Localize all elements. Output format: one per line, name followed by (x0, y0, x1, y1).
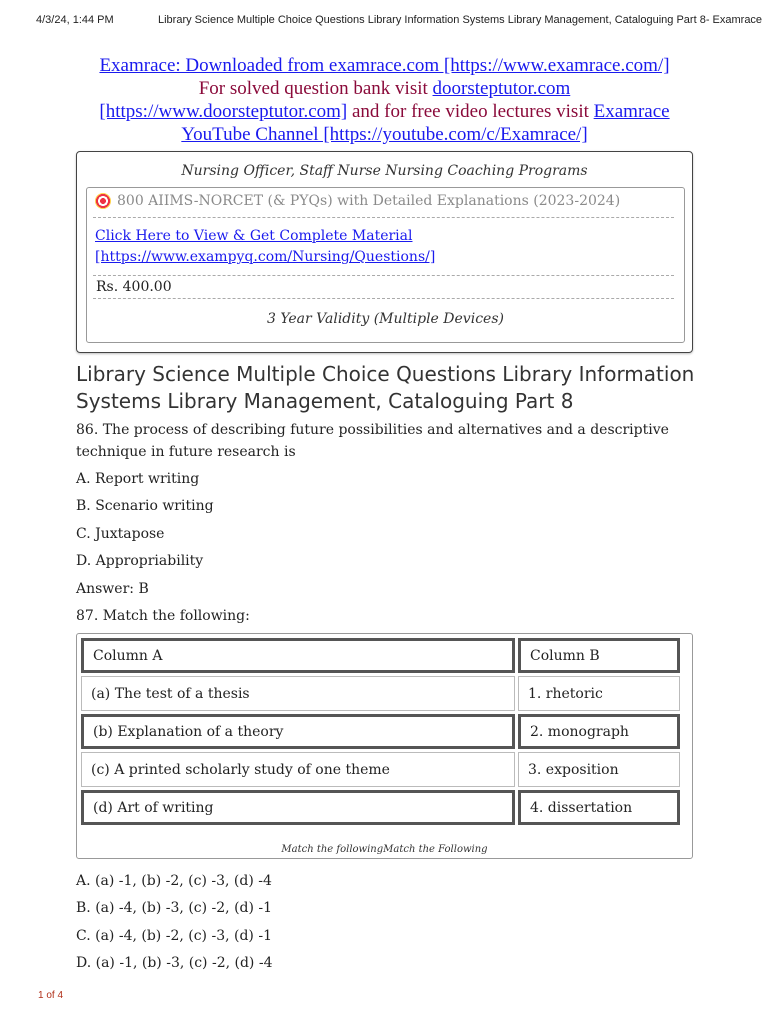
doorsteptutor-url-link[interactable]: [https://www.doorsteptutor.com] (99, 101, 348, 122)
solved-bank-text: For solved question bank visit (198, 78, 433, 99)
q86-option-b: B. Scenario writing (76, 498, 214, 514)
table-cell: 1. rhetoric (518, 676, 680, 711)
view-material-link[interactable] (95, 226, 435, 268)
video-lectures-text: and for free video lectures visit (347, 101, 594, 122)
table-caption: Match the followingMatch the Following (281, 844, 488, 855)
product-card (86, 187, 685, 343)
examrace-download-link[interactable]: Examrace: Downloaded from examrace.com [https://www.examrace.com/] (99, 55, 670, 76)
table-cell: Column A (81, 638, 515, 673)
table-cell: 3. exposition (518, 752, 680, 787)
match-grid (78, 635, 683, 828)
q86-answer: Answer: B (76, 581, 149, 597)
product-validity: 3 Year Validity (Multiple Devices) (267, 311, 504, 327)
view-material-link-url[interactable]: [https://www.exampyq.com/Nursing/Questions/] (95, 249, 436, 265)
table-cell: (c) A printed scholarly study of one theme (81, 752, 515, 787)
examrace-banner (76, 54, 693, 146)
table-cell: 4. dissertation (518, 790, 680, 825)
q87-option-d: D. (a) -1, (b) -3, (c) -2, (d) -4 (76, 955, 273, 971)
print-page-title: Library Science Multiple Choice Questions Library Information Systems Library Management, Cataloguing Part 8- Examrace (158, 14, 763, 26)
divider (93, 275, 674, 276)
q87-option-a: A. (a) -1, (b) -2, (c) -3, (d) -4 (76, 873, 272, 889)
q87-option-b: B. (a) -4, (b) -3, (c) -2, (d) -1 (76, 900, 273, 916)
doorsteptutor-link[interactable]: doorsteptutor.com (432, 78, 571, 99)
coaching-promo-box (76, 151, 693, 353)
product-title-row (95, 193, 620, 209)
youtube-channel-link[interactable]: YouTube Channel [https://youtube.com/c/Examrace/] (181, 124, 588, 145)
table-row (81, 714, 680, 749)
table-header-row (81, 638, 680, 673)
q86-option-d: D. Appropriability (76, 553, 204, 569)
print-header (36, 14, 763, 32)
page-title: Library Science Multiple Choice Questions Library Information Systems Library Management, Cataloguing Part 8 (76, 362, 695, 413)
table-cell: 2. monograph (518, 714, 680, 749)
divider (93, 217, 674, 218)
table-cell: (a) The test of a thesis (81, 676, 515, 711)
table-row (81, 752, 680, 787)
table-cell: Column B (518, 638, 680, 673)
question-87: 87. Match the following: (76, 608, 250, 624)
question-86: 86. The process of describing future possibilities and alternatives and a descriptive technique in future research is (76, 422, 669, 460)
view-material-link-text[interactable]: Click Here to View & Get Complete Material (95, 228, 413, 244)
q86-option-c: C. Juxtapose (76, 526, 165, 542)
q86-option-a: A. Report writing (76, 471, 200, 487)
table-row (81, 790, 680, 825)
q87-option-c: C. (a) -4, (b) -2, (c) -3, (d) -1 (76, 928, 272, 944)
promo-heading: Nursing Officer, Staff Nurse Nursing Coaching Programs (181, 163, 588, 179)
examrace-link[interactable]: Examrace (593, 101, 670, 122)
table-cell: (b) Explanation of a theory (81, 714, 515, 749)
product-title: 800 AIIMS-NORCET (& PYQs) with Detailed Explanations (2023-2024) (117, 193, 621, 209)
page-counter: 1 of 4 (38, 990, 64, 1001)
table-cell: (d) Art of writing (81, 790, 515, 825)
table-row (81, 676, 680, 711)
target-icon (95, 193, 111, 209)
divider (93, 298, 674, 299)
match-table (76, 633, 693, 859)
print-datetime: 4/3/24, 1:44 PM (36, 14, 114, 26)
product-price: Rs. 400.00 (96, 279, 172, 295)
